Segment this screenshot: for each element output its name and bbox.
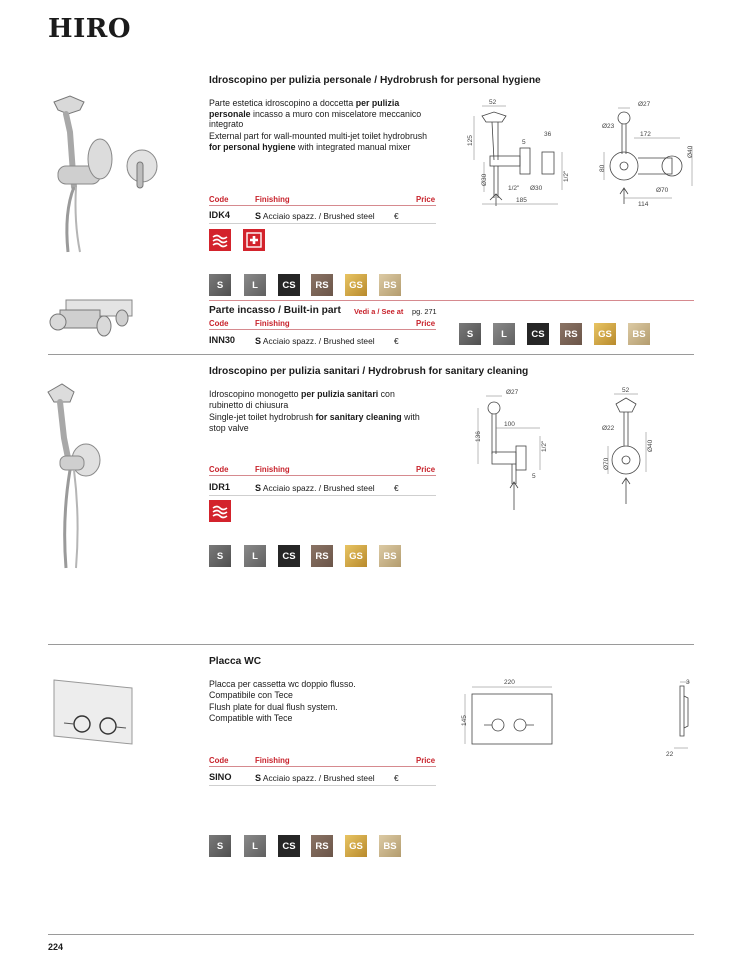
finish-swatch-bs[interactable]: BS	[379, 835, 401, 857]
price-header: Price	[416, 319, 436, 328]
finish-swatch-bs[interactable]: BS	[628, 323, 650, 345]
finish-swatch-rs[interactable]: RS	[311, 274, 333, 296]
finish-swatch-cs[interactable]: CS	[278, 545, 300, 567]
price-value: €	[394, 773, 399, 783]
finish-swatch-gs[interactable]: GS	[345, 274, 367, 296]
product-code: IDK4	[209, 210, 230, 220]
dim-label: 1/2"	[541, 440, 548, 452]
product-code: IDR1	[209, 482, 230, 492]
code-header: Code	[209, 195, 229, 204]
price-value: €	[394, 336, 399, 346]
dim-label: 52	[489, 99, 497, 106]
product-desc-it: Parte estetica idroscopino a doccetta per pulizia personale incasso a muro con miscelatore meccanico integrato	[209, 98, 422, 130]
hydrobrush-personal-image	[40, 92, 170, 257]
technical-drawing-side	[660, 676, 700, 760]
finish-swatch-s[interactable]: S	[209, 835, 231, 857]
finish-swatch-s[interactable]: S	[209, 545, 231, 567]
product-code: SINO	[209, 772, 232, 782]
dim-label: 185	[516, 197, 527, 204]
technical-drawing-front	[454, 676, 560, 746]
section-separator	[48, 354, 694, 355]
dim-label: Ø22	[602, 425, 615, 432]
dim-label: 145	[461, 715, 468, 726]
dim-label: Ø27	[638, 101, 651, 108]
dim-label: 100	[504, 421, 515, 428]
finish-swatch-bs[interactable]: BS	[379, 274, 401, 296]
footer-rule	[48, 934, 694, 935]
dim-label: Ø40	[647, 439, 654, 452]
dim-label: 5	[522, 139, 526, 146]
dim-label: 172	[640, 131, 651, 138]
page-number: 224	[48, 942, 64, 952]
dim-label: 220	[504, 679, 515, 686]
finish-swatch-l[interactable]: L	[244, 545, 266, 567]
flush-plate-image	[48, 674, 138, 750]
finishing-header: Finishing	[255, 195, 290, 204]
technical-drawing-front	[594, 94, 704, 216]
technical-drawing-side	[462, 384, 562, 514]
technical-drawing-side	[462, 94, 580, 216]
finish-swatch-cs[interactable]: CS	[278, 274, 300, 296]
finish-swatch-rs[interactable]: RS	[311, 545, 333, 567]
row-divider	[209, 495, 436, 496]
product-code: INN30	[209, 335, 236, 345]
dim-label: 36	[544, 131, 552, 138]
dim-label: Ø40	[687, 145, 694, 158]
finish-description: S Acciaio spazz. / Brushed steel	[255, 483, 375, 493]
dim-label: 22	[666, 751, 674, 758]
built-in-part-image	[40, 296, 140, 340]
finishing-header: Finishing	[255, 319, 290, 328]
dim-label: 52	[622, 387, 630, 394]
finishing-header: Finishing	[255, 756, 290, 765]
hydrobrush-sanitary-image	[40, 378, 120, 570]
see-at-link[interactable]: Vedi a / See at	[354, 307, 404, 316]
product-title: Idroscopino per pulizia sanitari / Hydrobrush for sanitary cleaning	[209, 366, 529, 377]
finish-swatch-cs[interactable]: CS	[278, 835, 300, 857]
built-in-title: Parte incasso / Built-in part	[209, 305, 341, 316]
header-divider	[209, 766, 436, 767]
finish-swatch-l[interactable]: L	[493, 323, 515, 345]
dim-label: 3	[686, 679, 690, 686]
finish-swatch-rs[interactable]: RS	[560, 323, 582, 345]
dim-label: Ø70	[656, 187, 669, 194]
header-divider	[209, 329, 436, 330]
finish-swatch-l[interactable]: L	[244, 274, 266, 296]
dim-label: 125	[467, 135, 474, 146]
swiss-cross-icon	[243, 229, 265, 251]
header-divider	[209, 475, 436, 476]
single-jet-icon	[209, 500, 231, 522]
dim-label: 1/2"	[563, 170, 570, 182]
dim-label: 80	[599, 164, 606, 172]
finish-swatch-gs[interactable]: GS	[594, 323, 616, 345]
dim-label: 114	[638, 201, 649, 208]
finish-swatch-l[interactable]: L	[244, 835, 266, 857]
dim-label: Ø27	[506, 389, 519, 396]
finishing-header: Finishing	[255, 465, 290, 474]
product-desc-en: Single-jet toilet hydrobrush for sanitary cleaning with stop valve	[209, 412, 420, 433]
code-header: Code	[209, 319, 229, 328]
dim-label: Ø30	[481, 173, 488, 186]
price-value: €	[394, 211, 399, 221]
row-divider	[209, 785, 436, 786]
dim-label: 136	[475, 431, 482, 442]
price-header: Price	[416, 465, 436, 474]
section-separator	[48, 644, 694, 645]
product-desc-it: Idroscopino monogetto per pulizia sanitari con rubinetto di chiusura	[209, 389, 395, 410]
product-desc-it: Placca per cassetta wc doppio flusso. Compatibile con Tece	[209, 679, 356, 700]
product-title: Idroscopino per pulizia personale / Hydrobrush for personal hygiene	[209, 75, 541, 86]
product-title: Placca WC	[209, 656, 262, 667]
dim-label: Ø23	[602, 123, 615, 130]
technical-drawing-front	[594, 384, 674, 514]
section-divider	[209, 300, 694, 301]
price-header: Price	[416, 195, 436, 204]
price-value: €	[394, 483, 399, 493]
finish-description: S Acciaio spazz. / Brushed steel	[255, 773, 375, 783]
multi-jet-icon	[209, 229, 231, 251]
brand-logo: HIRO	[48, 14, 131, 44]
dim-label: 1/2"	[508, 185, 520, 192]
see-page: pg. 271	[412, 307, 437, 316]
dim-label: 5	[532, 473, 536, 480]
product-desc-en: Flush plate for dual flush system. Compatible with Tece	[209, 702, 338, 723]
finish-description: S Acciaio spazz. / Brushed steel	[255, 211, 375, 221]
code-header: Code	[209, 465, 229, 474]
finish-swatch-cs[interactable]: CS	[527, 323, 549, 345]
code-header: Code	[209, 756, 229, 765]
product-desc-en: External part for wall-mounted multi-jet toilet hydrobrush for personal hygiene with integrated manual mixer	[209, 131, 428, 152]
dim-label: Ø70	[603, 457, 610, 470]
finish-swatch-s[interactable]: S	[209, 274, 231, 296]
finish-swatch-bs[interactable]: BS	[379, 545, 401, 567]
header-divider	[209, 205, 436, 206]
finish-swatch-rs[interactable]: RS	[311, 835, 333, 857]
price-header: Price	[416, 756, 436, 765]
finish-description: S Acciaio spazz. / Brushed steel	[255, 336, 375, 346]
finish-swatch-gs[interactable]: GS	[345, 835, 367, 857]
dim-label: Ø30	[530, 185, 543, 192]
finish-swatch-gs[interactable]: GS	[345, 545, 367, 567]
row-divider	[209, 223, 436, 224]
finish-swatch-s[interactable]: S	[459, 323, 481, 345]
